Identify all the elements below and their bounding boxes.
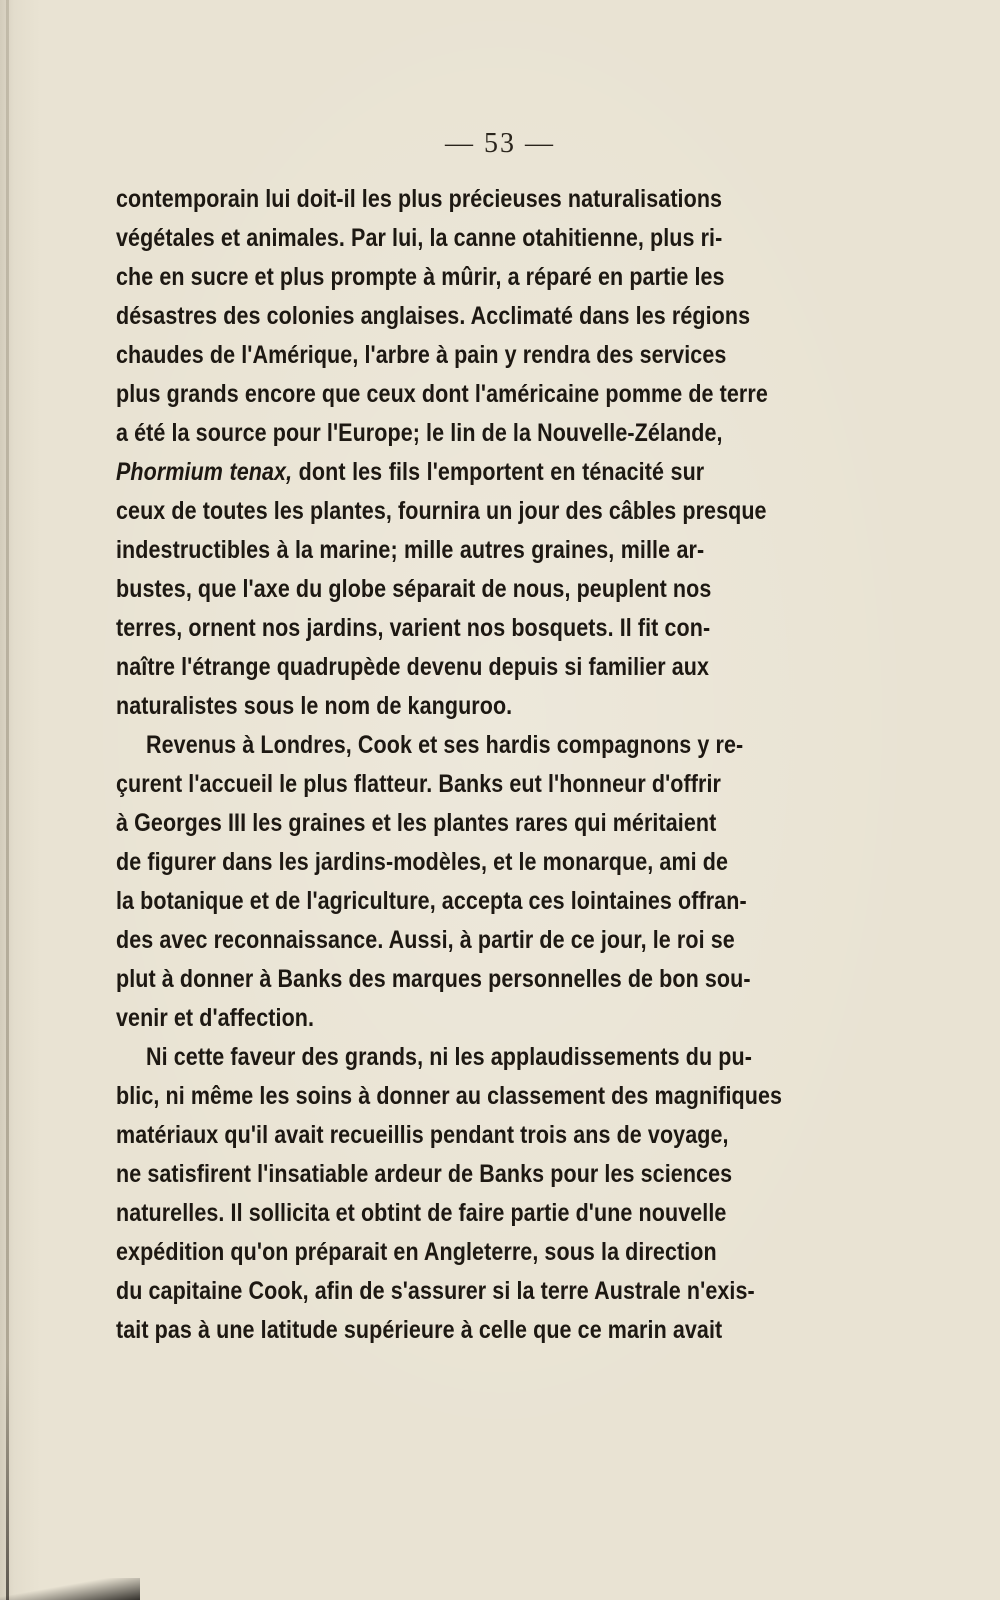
text-line: naturalistes sous le nom de kanguroo. bbox=[116, 692, 513, 720]
page-corner-shadow bbox=[0, 1578, 140, 1600]
text-line-italic-species: Phormium tenax, dont les fils l'emportent en ténacité sur bbox=[116, 458, 705, 486]
text-line: terres, ornent nos jardins, varient nos bosquets. Il fit con- bbox=[116, 614, 711, 642]
text-line: désastres des colonies anglaises. Acclimaté dans les régions bbox=[116, 302, 751, 330]
text-line: plus grands encore que ceux dont l'américaine pomme de terre bbox=[116, 380, 768, 408]
text-line: çurent l'accueil le plus flatteur. Banks eut l'honneur d'offrir bbox=[116, 770, 721, 798]
text-line: de figurer dans les jardins-modèles, et le monarque, ami de bbox=[116, 848, 729, 876]
page-number: — 53 — bbox=[445, 128, 555, 159]
species-name-italic: Phormium tenax, bbox=[116, 458, 293, 486]
text-line: blic, ni même les soins à donner au classement des magnifiques bbox=[116, 1082, 783, 1110]
paragraph-start-line: Ni cette faveur des grands, ni les applaudissements du pu- bbox=[146, 1043, 752, 1071]
text-line: tait pas à une latitude supérieure à celle que ce marin avait bbox=[116, 1316, 723, 1344]
text-line: contemporain lui doit-il les plus précieuses naturalisations bbox=[116, 185, 723, 213]
text-line: naître l'étrange quadrupède devenu depuis si familier aux bbox=[116, 653, 710, 681]
text-line: plut à donner à Banks des marques personnelles de bon sou- bbox=[116, 965, 751, 993]
text-line: chaudes de l'Amérique, l'arbre à pain y rendra des services bbox=[116, 341, 727, 369]
page-spine-edge bbox=[6, 0, 9, 1600]
text-line: venir et d'affection. bbox=[116, 1004, 315, 1032]
paragraph-start-line: Revenus à Londres, Cook et ses hardis compagnons y re- bbox=[146, 731, 744, 759]
body-text bbox=[116, 180, 800, 1350]
text-line: a été la source pour l'Europe; le lin de la Nouvelle-Zélande, bbox=[116, 419, 723, 447]
text-line: ceux de toutes les plantes, fournira un jour des câbles presque bbox=[116, 497, 767, 525]
text-line: indestructibles à la marine; mille autres graines, mille ar- bbox=[116, 536, 705, 564]
text-line: naturelles. Il sollicita et obtint de faire partie d'une nouvelle bbox=[116, 1199, 727, 1227]
text-line: che en sucre et plus prompte à mûrir, a réparé en partie les bbox=[116, 263, 725, 291]
text-line: matériaux qu'il avait recueillis pendant trois ans de voyage, bbox=[116, 1121, 729, 1149]
text-line: la botanique et de l'agriculture, accepta ces lointaines offran- bbox=[116, 887, 747, 915]
text-line: végétales et animales. Par lui, la canne otahitienne, plus ri- bbox=[116, 224, 723, 252]
text-line: à Georges III les graines et les plantes rares qui méritaient bbox=[116, 809, 717, 837]
text-line: du capitaine Cook, afin de s'assurer si la terre Australe n'exis- bbox=[116, 1277, 755, 1305]
text-line: ne satisfirent l'insatiable ardeur de Banks pour les sciences bbox=[116, 1160, 733, 1188]
text-line: des avec reconnaissance. Aussi, à partir de ce jour, le roi se bbox=[116, 926, 735, 954]
text-line: bustes, que l'axe du globe séparait de nous, peuplent nos bbox=[116, 575, 712, 603]
text-line: expédition qu'on préparait en Angleterre, sous la direction bbox=[116, 1238, 717, 1266]
